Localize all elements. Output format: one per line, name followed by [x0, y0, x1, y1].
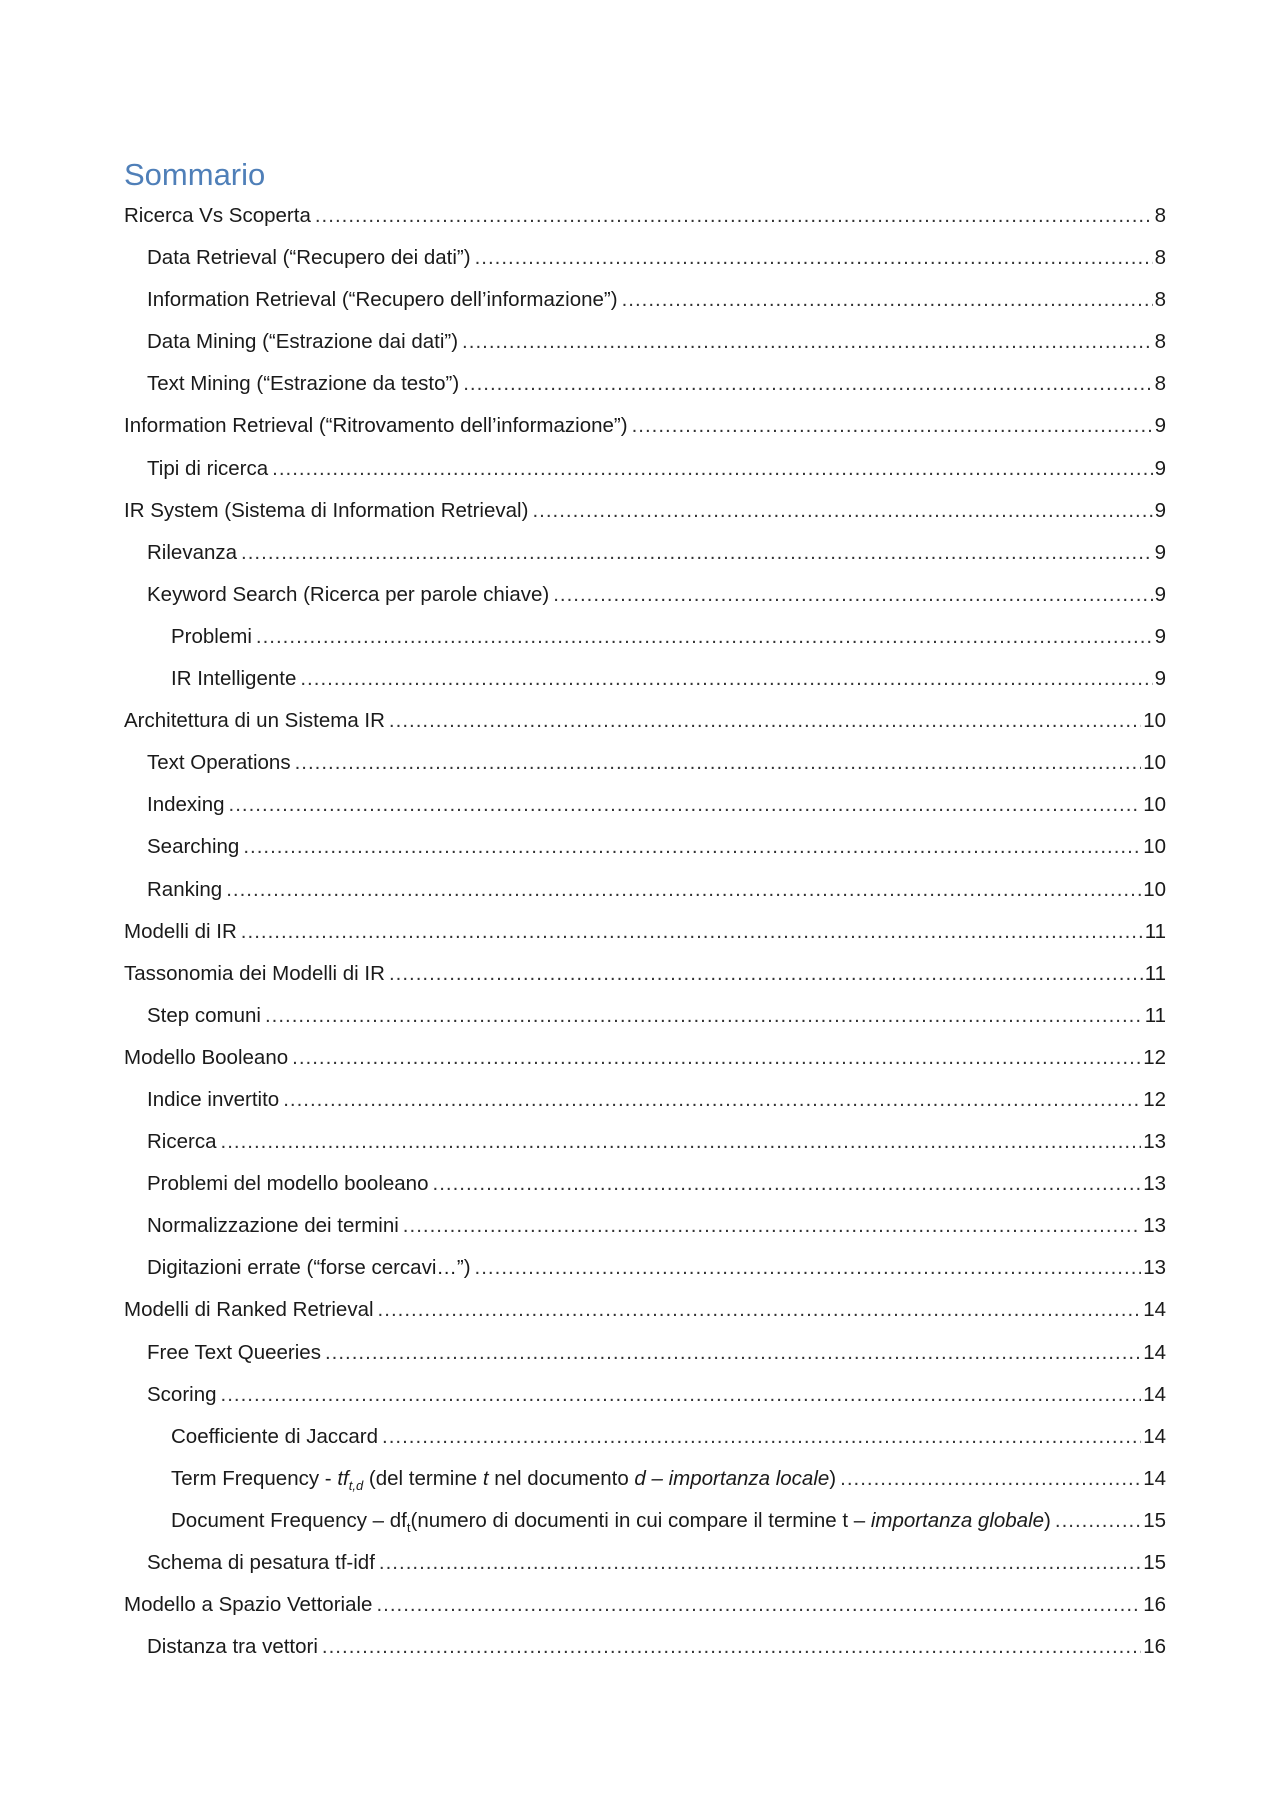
dot-leader	[475, 237, 1153, 279]
toc-entry-title: Indice invertito	[147, 1087, 280, 1111]
toc-entry-title: Scoring	[147, 1382, 217, 1406]
toc-page-number: 14	[1143, 1424, 1166, 1448]
toc-entry[interactable]	[124, 448, 1166, 490]
toc-entry[interactable]	[124, 279, 1166, 321]
toc-entry-title: Step comuni	[147, 1003, 261, 1027]
dot-leader	[475, 1247, 1142, 1289]
toc-page-number: 13	[1143, 1214, 1166, 1238]
toc-entry-title: Ricerca	[147, 1130, 217, 1154]
dot-leader	[840, 1458, 1141, 1500]
toc-entry-title: Schema di pesatura tf-idf	[147, 1551, 375, 1574]
toc-entry[interactable]	[124, 826, 1166, 868]
toc-entry[interactable]	[124, 1205, 1166, 1247]
toc-page-number: 11	[1144, 1003, 1166, 1027]
toc-entry[interactable]	[124, 784, 1166, 826]
toc-page-number: 13	[1143, 1256, 1166, 1280]
toc-entry[interactable]	[124, 658, 1166, 700]
toc-entry-title: Tipi di ricerca	[147, 456, 269, 480]
dot-leader	[389, 700, 1141, 742]
dot-leader	[382, 1416, 1141, 1458]
toc-page-number: 9	[1154, 498, 1166, 522]
toc-entry[interactable]	[124, 616, 1166, 658]
toc-page-number: 16	[1143, 1635, 1166, 1659]
dot-leader	[1055, 1500, 1141, 1542]
toc-entry-title: Ricerca Vs Scoperta	[124, 204, 311, 227]
dot-leader	[622, 279, 1153, 321]
toc-entry-title: Coefficiente di Jaccard	[171, 1424, 379, 1448]
toc-entry[interactable]	[124, 1332, 1166, 1374]
toc-entry[interactable]	[124, 195, 1166, 237]
toc-page-number: 14	[1143, 1298, 1166, 1322]
toc-entry[interactable]	[124, 532, 1166, 574]
toc-entry[interactable]	[124, 1374, 1166, 1416]
toc-page-number: 14	[1143, 1340, 1166, 1364]
dot-leader	[272, 448, 1152, 490]
toc-page-number: 13	[1143, 1172, 1166, 1196]
toc-entry-title: Text Mining (“Estrazione da testo”)	[147, 372, 460, 396]
toc-entry[interactable]	[124, 1121, 1166, 1163]
toc-entry-title: Problemi	[171, 624, 252, 648]
dot-leader	[226, 869, 1141, 911]
toc-entry-title: Tassonomia dei Modelli di IR	[124, 961, 385, 985]
toc-page-number: 12	[1143, 1045, 1166, 1069]
toc-entry[interactable]	[124, 1289, 1166, 1331]
dot-leader	[229, 784, 1142, 826]
toc-entry[interactable]	[124, 1037, 1166, 1079]
toc-page-number: 8	[1154, 330, 1166, 354]
toc-entry-title: IR System (Sistema di Information Retrieval)	[124, 498, 529, 522]
dot-leader	[632, 405, 1153, 447]
toc-entry-title: Architettura di un Sistema IR	[124, 709, 385, 733]
toc-page-number: 10	[1143, 709, 1166, 733]
toc-entry[interactable]	[124, 405, 1166, 447]
toc-entry-title: Distanza tra vettori	[147, 1635, 318, 1659]
toc-page-number: 9	[1154, 540, 1166, 564]
dot-leader	[403, 1205, 1141, 1247]
dot-leader	[221, 1121, 1142, 1163]
toc-page-number: 14	[1143, 1382, 1166, 1406]
dot-leader	[221, 1374, 1142, 1416]
toc-entry[interactable]	[124, 700, 1166, 742]
toc-page-number: 11	[1144, 919, 1166, 943]
toc-entry-title: Searching	[147, 835, 240, 859]
dot-leader	[379, 1542, 1141, 1584]
toc-page-number: 10	[1143, 877, 1166, 901]
toc-entry-title: Problemi del modello booleano	[147, 1172, 429, 1196]
toc-entry-title: Text Operations	[147, 751, 291, 775]
dot-leader	[389, 953, 1143, 995]
dot-leader	[322, 1626, 1141, 1668]
dot-leader	[265, 995, 1143, 1037]
toc-page-number: 10	[1143, 751, 1166, 775]
toc-entry-title: Modelli di IR	[124, 919, 237, 943]
toc-page-number: 11	[1144, 961, 1166, 985]
dot-leader	[241, 532, 1153, 574]
toc-title: Sommario	[124, 157, 266, 192]
dot-leader	[241, 911, 1143, 953]
dot-leader	[256, 616, 1153, 658]
dot-leader	[553, 574, 1152, 616]
toc-page-number: 10	[1143, 835, 1166, 859]
toc-entry-title: Indexing	[147, 793, 225, 817]
toc-entry-title: Modelli di Ranked Retrieval	[124, 1298, 374, 1322]
toc-entry[interactable]	[124, 1542, 1166, 1584]
toc-entry-list	[124, 195, 1166, 1668]
toc-page-number: 9	[1154, 624, 1166, 648]
toc-entry[interactable]	[124, 1458, 1166, 1500]
toc-entry-title: Digitazioni errate (“forse cercavi…”)	[147, 1256, 471, 1280]
dot-leader	[315, 195, 1153, 237]
toc-page-number: 8	[1154, 288, 1166, 312]
dot-leader	[292, 1037, 1141, 1079]
toc-entry-title: Data Retrieval (“Recupero dei dati”)	[147, 246, 471, 270]
dot-leader	[532, 490, 1152, 532]
toc-page-number: 8	[1154, 204, 1166, 227]
table-of-contents	[124, 155, 1166, 1668]
toc-page-number: 9	[1154, 414, 1166, 438]
toc-entry[interactable]	[124, 321, 1166, 363]
toc-entry-title: Modello a Spazio Vettoriale	[124, 1593, 373, 1617]
toc-page-number: 9	[1154, 582, 1166, 606]
toc-entry-title: Information Retrieval (“Ritrovamento dell’informazione”)	[124, 414, 628, 438]
toc-entry-title: Ranking	[147, 877, 223, 901]
dot-leader	[295, 742, 1142, 784]
toc-entry-title: Modello Booleano	[124, 1045, 289, 1069]
dot-leader	[433, 1163, 1142, 1205]
toc-page-number: 15	[1143, 1508, 1166, 1532]
toc-page-number: 16	[1143, 1593, 1166, 1617]
toc-entry[interactable]	[124, 869, 1166, 911]
toc-entry[interactable]	[124, 953, 1166, 995]
toc-entry[interactable]	[124, 911, 1166, 953]
toc-entry-title: IR Intelligente	[171, 667, 297, 691]
toc-entry-title: Normalizzazione dei termini	[147, 1214, 399, 1238]
toc-page-number: 15	[1143, 1551, 1166, 1574]
dot-leader	[283, 1079, 1141, 1121]
toc-entry[interactable]	[124, 490, 1166, 532]
toc-entry[interactable]	[124, 363, 1166, 405]
toc-entry[interactable]	[124, 1584, 1166, 1626]
toc-entry[interactable]	[124, 1626, 1166, 1668]
toc-entry-title: Free Text Queeries	[147, 1340, 321, 1364]
toc-entry-title: Rilevanza	[147, 540, 238, 564]
dot-leader	[378, 1289, 1142, 1331]
toc-entry-title: Data Mining (“Estrazione dai dati”)	[147, 330, 459, 354]
toc-entry-title: Information Retrieval (“Recupero dell’informazione”)	[147, 288, 618, 312]
toc-entry[interactable]	[124, 237, 1166, 279]
toc-entry[interactable]	[124, 742, 1166, 784]
toc-page-number: 14	[1143, 1466, 1166, 1490]
dot-leader	[243, 826, 1141, 868]
toc-page-number: 12	[1143, 1087, 1166, 1111]
toc-entry[interactable]	[124, 1500, 1166, 1542]
dot-leader	[463, 363, 1152, 405]
toc-page-number: 9	[1154, 667, 1166, 691]
toc-page-number: 13	[1143, 1130, 1166, 1154]
toc-entry[interactable]	[124, 1416, 1166, 1458]
toc-entry[interactable]	[124, 1079, 1166, 1121]
toc-entry-title: Document Frequency – $df_t(numero$ di documenti in cui compare il termine t – importanza globale)	[171, 1508, 1051, 1535]
dot-leader	[376, 1584, 1141, 1626]
toc-entry-title: Keyword Search (Ricerca per parole chiave)	[147, 582, 550, 606]
dot-leader	[300, 658, 1152, 700]
toc-page-number: 10	[1143, 793, 1166, 817]
dot-leader	[462, 321, 1153, 363]
toc-page-number: 8	[1154, 372, 1166, 396]
toc-entry-title: Term Frequency - $tf_{t,d}$ (del termine t nel documento d – importanza locale)	[171, 1466, 837, 1493]
toc-page-number: 9	[1154, 456, 1166, 480]
toc-entry[interactable]	[124, 574, 1166, 616]
toc-entry[interactable]	[124, 995, 1166, 1037]
toc-page-number: 8	[1154, 246, 1166, 270]
dot-leader	[325, 1332, 1141, 1374]
toc-entry[interactable]	[124, 1247, 1166, 1289]
toc-entry[interactable]	[124, 1163, 1166, 1205]
